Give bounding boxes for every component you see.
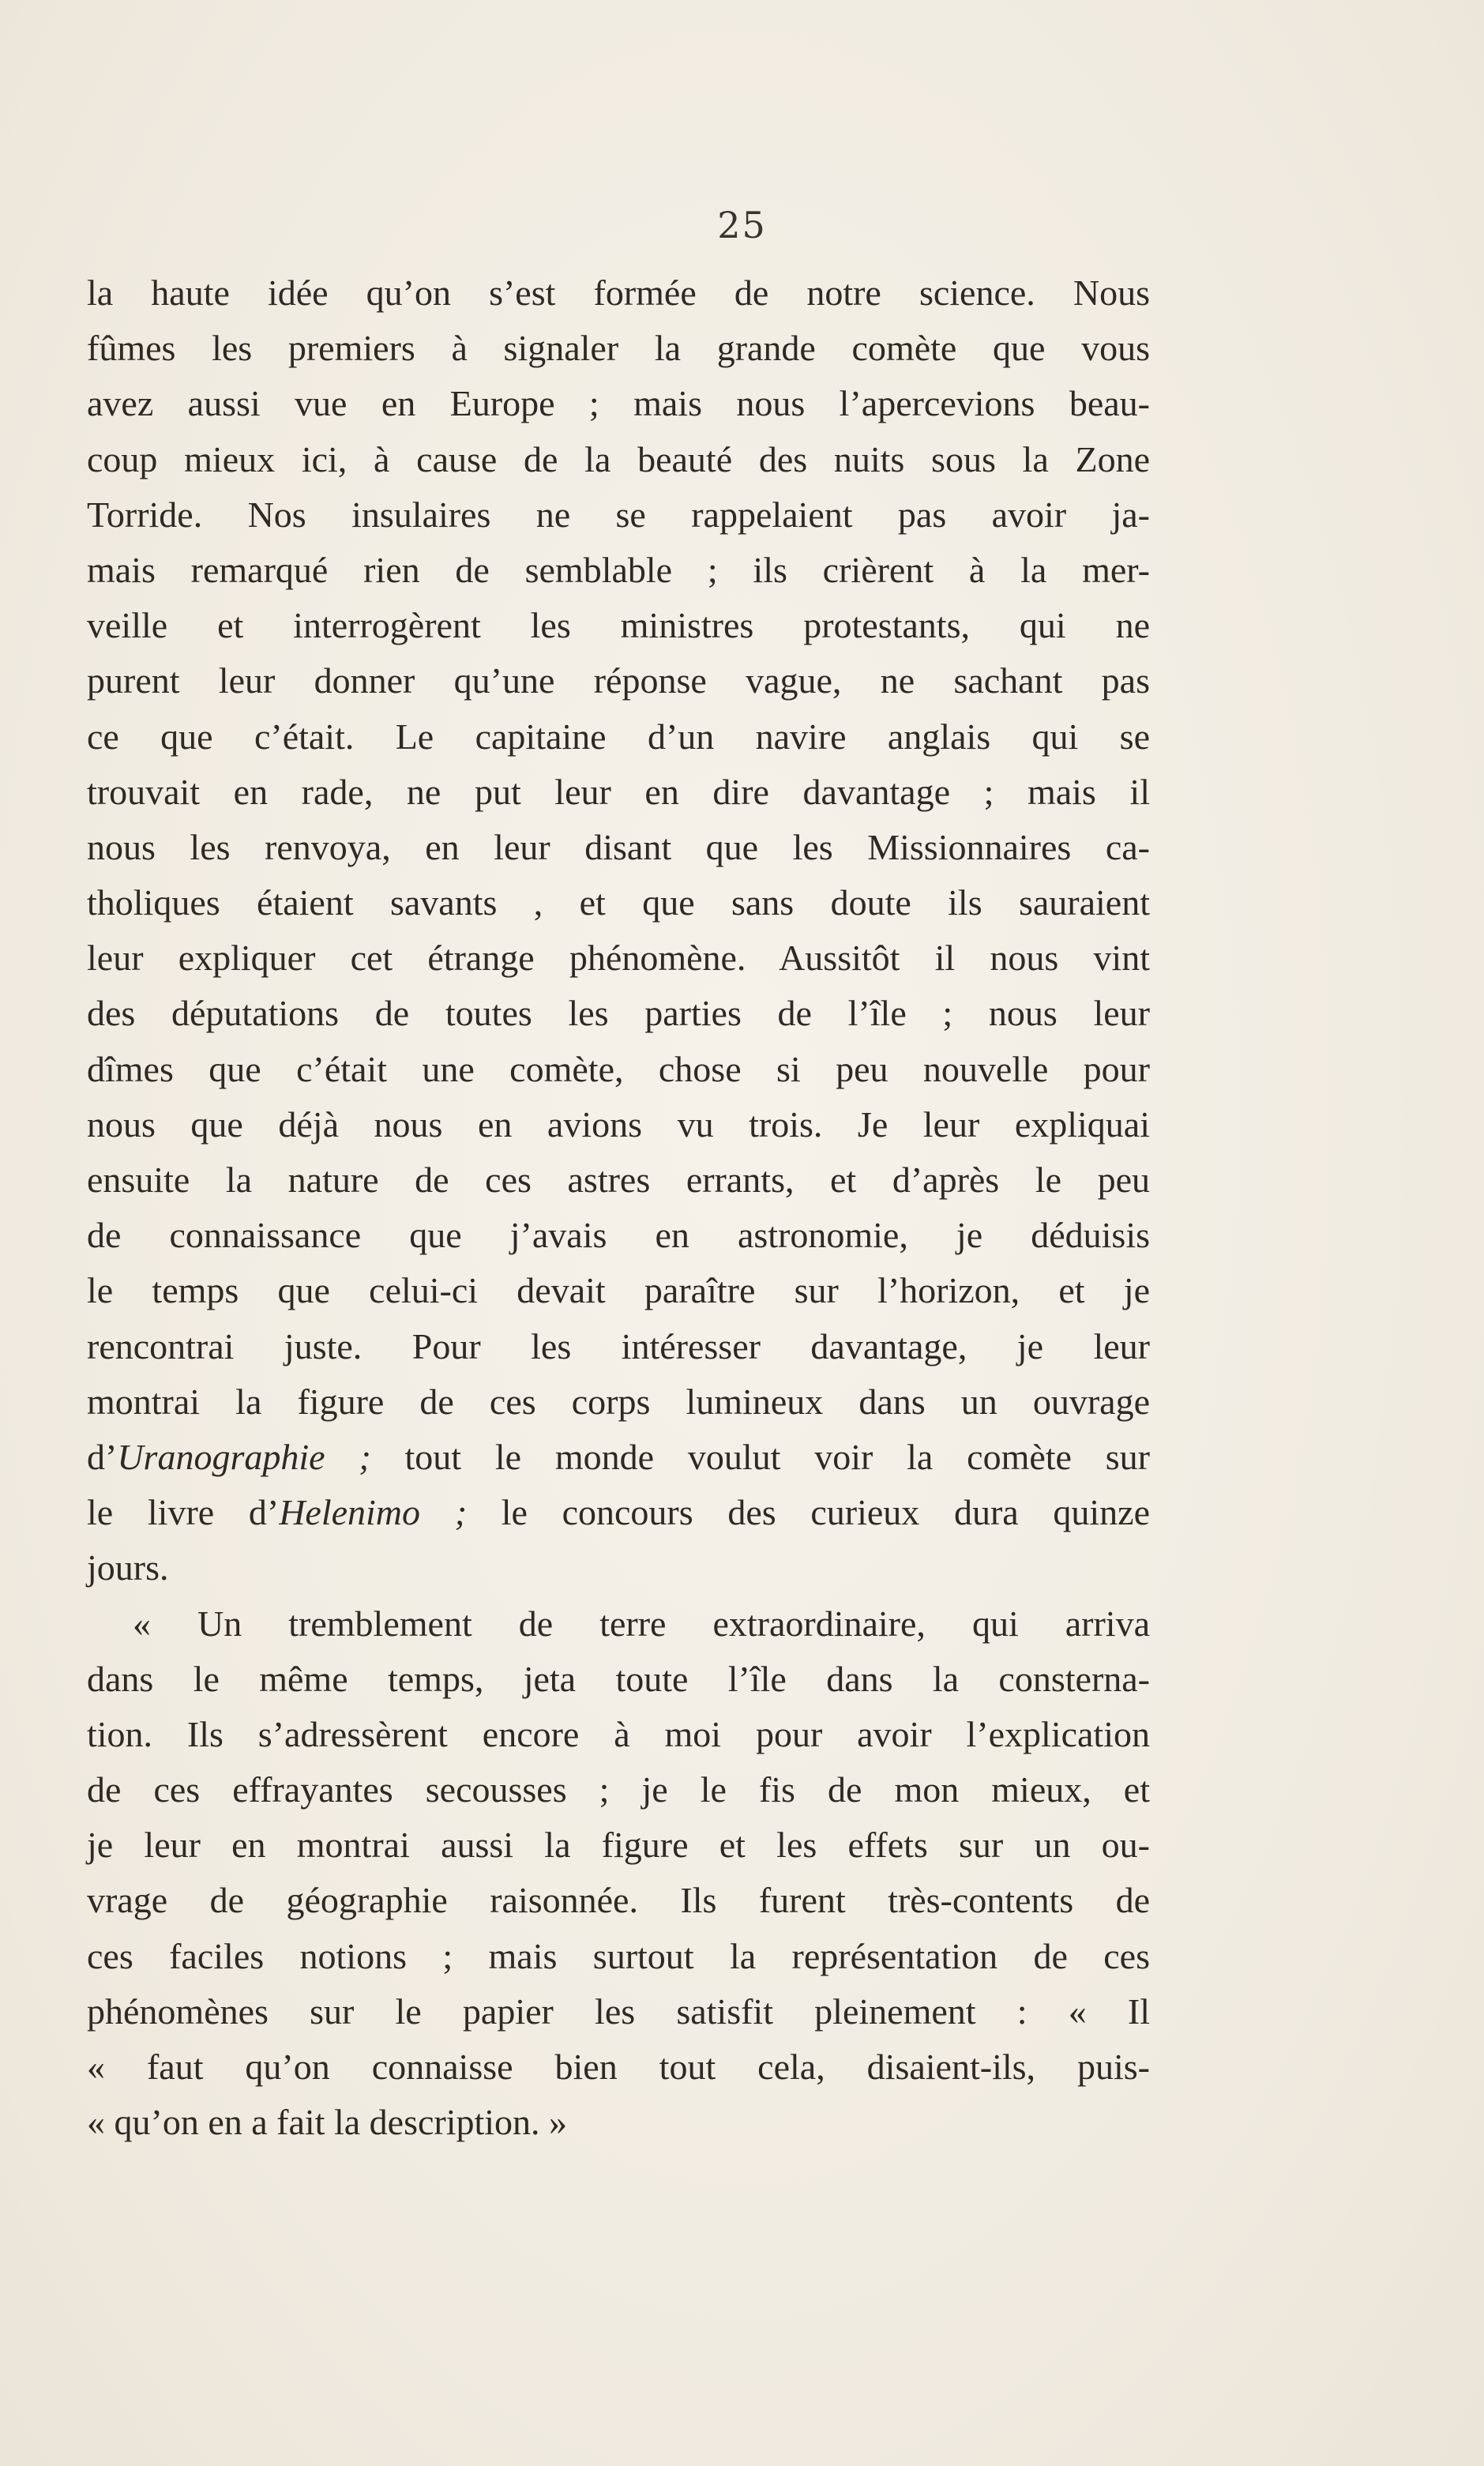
text-line: « faut qu’on connaisse bien tout cela, disaient-ils, puis- (87, 2047, 1150, 2087)
body-text (87, 265, 1150, 2150)
text-span: tout le monde voulut voir la comète sur (370, 1436, 1151, 1477)
text-line-with-italic (87, 1485, 1150, 1540)
text-span: le livre d’ (87, 1492, 280, 1533)
paragraph-1 (87, 265, 1150, 1596)
text-line: jours. (87, 1547, 169, 1588)
text-span: d’ (87, 1436, 118, 1477)
text-line: phénomènes sur le papier les satisfit pleinement : « Il (87, 1990, 1150, 2032)
text-line: montrai la figure de ces corps lumineux dans un ouvrage (87, 1381, 1150, 1422)
text-line: vrage de géographie raisonnée. Ils furent très-contents de (87, 1880, 1150, 1921)
text-line-with-italic (87, 1430, 1150, 1485)
book-title-uranographie: Uranographie ; (117, 1436, 371, 1477)
text-line: de ces effrayantes secousses ; je le fis de mon mieux, et (87, 1769, 1150, 1810)
text-line: dîmes que c’était une comète, chose si peu nouvelle pour (87, 1048, 1150, 1089)
text-line: la haute idée qu’on s’est formée de notre science. Nous (87, 273, 1150, 313)
text-line: nous les renvoya, en leur disant que les Missionnaires ca- (87, 826, 1150, 867)
text-line: coup mieux ici, à cause de la beauté des nuits sous la Zone (87, 438, 1150, 479)
text-line: le temps que celui-ci devait paraître sur l’horizon, et je (87, 1270, 1150, 1311)
text-line: veille et interrogèrent les ministres protestants, qui ne (87, 605, 1150, 646)
text-line: « qu’on en a fait la description. » (87, 2102, 568, 2143)
text-line: rencontrai juste. Pour les intéresser davantage, je leur (87, 1325, 1150, 1366)
text-line: avez aussi vue en Europe ; mais nous l’apercevions beau- (87, 383, 1150, 424)
text-line: leur expliquer cet étrange phénomène. Aussitôt il nous vint (87, 938, 1150, 979)
paragraph-2 (87, 1596, 1150, 2151)
text-line: tion. Ils s’adressèrent encore à moi pour avoir l’explication (87, 1713, 1150, 1754)
text-line: ce que c’était. Le capitaine d’un navire anglais qui se (87, 716, 1150, 757)
text-line: dans le même temps, jeta toute l’île dans la consterna- (87, 1658, 1150, 1699)
text-line: ensuite la nature de ces astres errants, et d’après le peu (87, 1160, 1150, 1200)
text-line: tholiques étaient savants , et que sans doute ils sauraient (87, 882, 1150, 923)
text-line: de connaissance que j’avais en astronomie, je déduisis (87, 1215, 1150, 1256)
text-line: mais remarqué rien de semblable ; ils crièrent à la mer- (87, 549, 1150, 590)
text-line: purent leur donner qu’une réponse vague, ne sachant pas (87, 660, 1150, 701)
text-line: Torride. Nos insulaires ne se rappelaient pas avoir ja- (87, 494, 1150, 535)
text-span: le concours des curieux dura quinze (467, 1492, 1150, 1533)
text-line: je leur en montrai aussi la figure et les effets sur un ou- (87, 1825, 1150, 1866)
book-title-helenimo: Helenimo ; (279, 1492, 468, 1533)
text-line: fûmes les premiers à signaler la grande comète que vous (87, 328, 1150, 369)
text-line: trouvait en rade, ne put leur en dire davantage ; mais il (87, 771, 1150, 812)
page-number: 25 (717, 204, 767, 246)
text-line: « Un tremblement de terre extraordinaire, qui arriva (133, 1603, 1150, 1644)
text-line: ces faciles notions ; mais surtout la représentation de ces (87, 1935, 1150, 1976)
text-line: nous que déjà nous en avions vu trois. Je leur expliquai (87, 1103, 1150, 1145)
text-line: des députations de toutes les parties de l’île ; nous leur (87, 993, 1150, 1034)
